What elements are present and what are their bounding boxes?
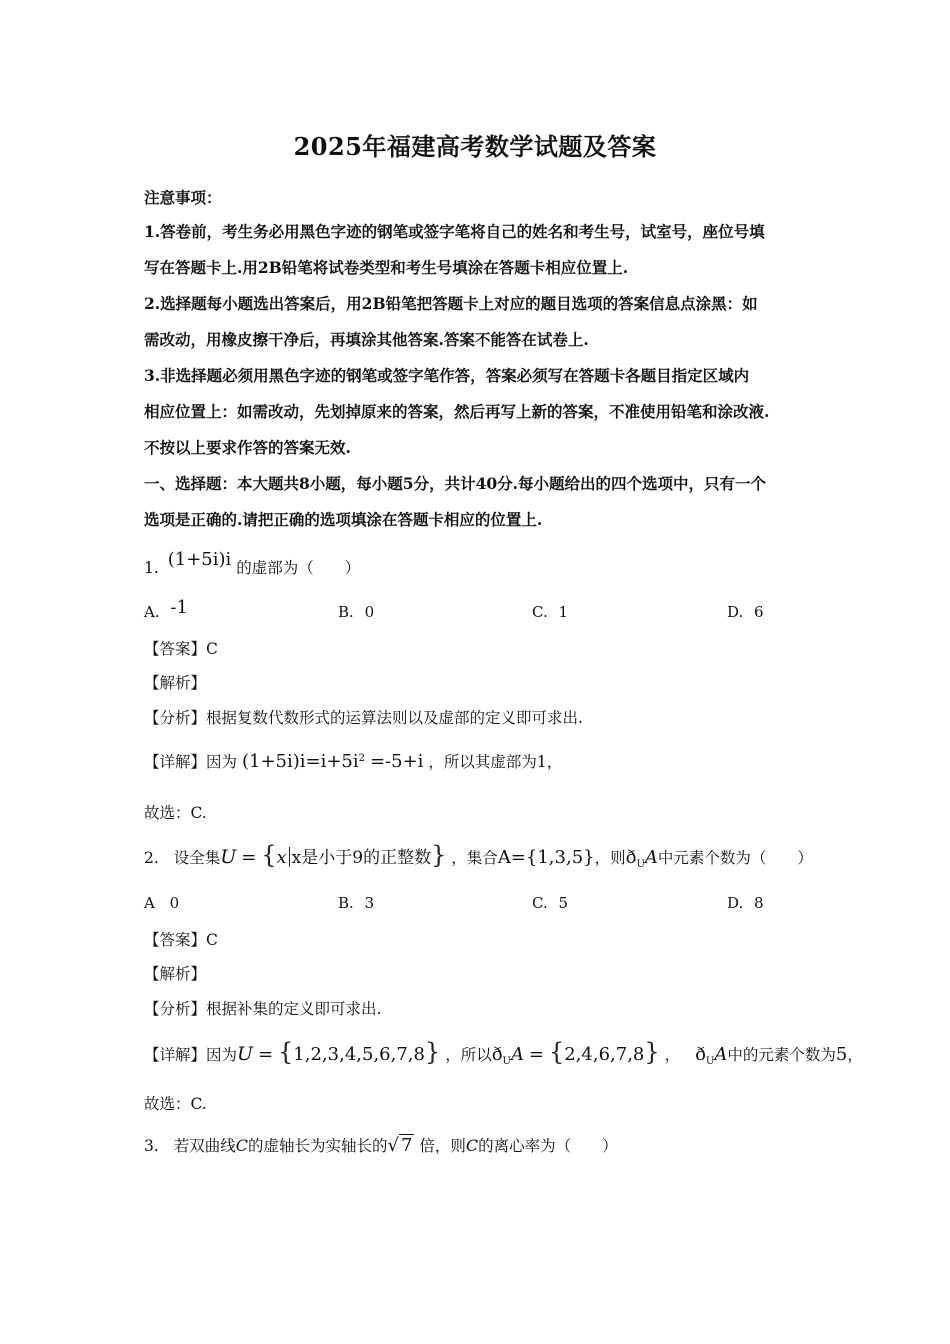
question-text: 的虚部为（ ） [236, 559, 361, 577]
option-d: D. 6 [727, 603, 764, 621]
set-bar-icon [289, 847, 290, 867]
option-a: A 0 [144, 894, 180, 912]
conclusion-line: 故选：C. [144, 804, 207, 822]
notice-line: 2.选择题每小题选出答案后，用2B铅笔把答题卡上对应的题目选项的答案信息点涂黑：如 [144, 294, 758, 313]
fenxi-line: 【分析】根据复数代数形式的运算法则以及虚部的定义即可求出. [144, 709, 583, 727]
option-value: 0 [364, 603, 375, 621]
option-d: D. 8 [727, 894, 764, 912]
page-title: 2025年福建高考数学试题及答案 [293, 132, 657, 161]
option-c: C. 5 [532, 894, 569, 912]
left-brace-icon: { [261, 841, 277, 869]
fenxi-line: 【分析】根据补集的定义即可求出. [144, 1000, 382, 1018]
question-2: 2. 设全集U = {x x是小于9的正整数} ，集合A={1,3,5}，则$ð_UA$中元素个数为（ ） [144, 841, 813, 871]
option-value: 1 [558, 603, 569, 621]
math-expression: (1+5i)i [167, 549, 232, 570]
option-value: -1 [170, 597, 188, 618]
question-3: 3. 若双曲线C的虚轴长为实轴长的√ 7 倍，则C的离心率为（ ） [144, 1135, 618, 1156]
notice-line: 不按以上要求作答的答案无效. [144, 438, 351, 457]
complement-icon: ð [625, 847, 637, 868]
answer-value: C [206, 931, 218, 949]
analysis-tag: 【解析】 [144, 965, 207, 983]
sqrt-radicand: 7 [401, 1135, 413, 1156]
question-number: 3. [144, 1137, 159, 1155]
notice-line: 3.非选择题必须用黑色字迹的钢笔或签字笔作答，答案必须写在答题卡各题目指定区域内 [144, 366, 750, 385]
sqrt-icon: √ [387, 1135, 399, 1156]
set-u: 1,2,3,4,5,6,7,8 [293, 1044, 425, 1065]
notice-line: 写在答题卡上.用2B铅笔将试卷类型和考生号填涂在答题卡相应位置上. [144, 258, 629, 277]
option-a: A. -1 [144, 597, 188, 621]
question-1 [144, 549, 361, 578]
notice-line: 需改动，用橡皮擦干净后，再填涂其他答案.答案不能答在试卷上. [144, 330, 589, 349]
question-number: 1. [144, 559, 159, 577]
option-c: C. 1 [532, 603, 569, 621]
notice-heading: 注意事项： [144, 188, 222, 207]
section-line: 一、选择题：本大题共8小题，每小题5分，共计40分.每小题给出的四个选项中，只有一个 [144, 474, 767, 493]
answer-line: 【答案】C [144, 931, 218, 949]
option-value: 6 [754, 603, 764, 621]
option-value: 0 [169, 894, 180, 912]
set-complement: 2,4,6,7,8 [564, 1044, 645, 1065]
right-brace-icon: } [431, 841, 447, 869]
analysis-tag: 【解析】 [144, 674, 207, 692]
notice-line: 相应位置上：如需改动，先划掉原来的答案，然后再写上新的答案，不准使用铅笔和涂改液. [144, 402, 770, 421]
conclusion-line: 故选：C. [144, 1095, 207, 1113]
section-line: 选项是正确的.请把正确的选项填涂在答题卡相应的位置上. [144, 510, 543, 529]
question-number: 2. [144, 849, 159, 867]
option-value: 5 [558, 894, 569, 912]
option-b: B. 3 [338, 894, 375, 912]
detail-line: 【详解】因为U = {1,2,3,4,5,6,7,8} ，所以$ð_UA = \{2,4,6,7,8\}$ ， $ð_UA$中的元素个数为5， [144, 1038, 863, 1068]
math-expression: (1+5i)i [241, 751, 306, 772]
detail-line: 【详解】因为 $(1+5i)i=i+5i^2 =-5+i$ ，所以其虚部为1， [144, 751, 563, 772]
answer-line: 【答案】C [144, 640, 218, 658]
option-value: 8 [754, 894, 764, 912]
option-b: B. 0 [338, 603, 375, 621]
notice-line: 1.答卷前，考生务必用黑色字迹的钢笔或签字笔将自己的姓名和考生号，试室号，座位号填 [144, 222, 765, 241]
option-value: 3 [364, 894, 375, 912]
answer-value: C [206, 640, 218, 658]
